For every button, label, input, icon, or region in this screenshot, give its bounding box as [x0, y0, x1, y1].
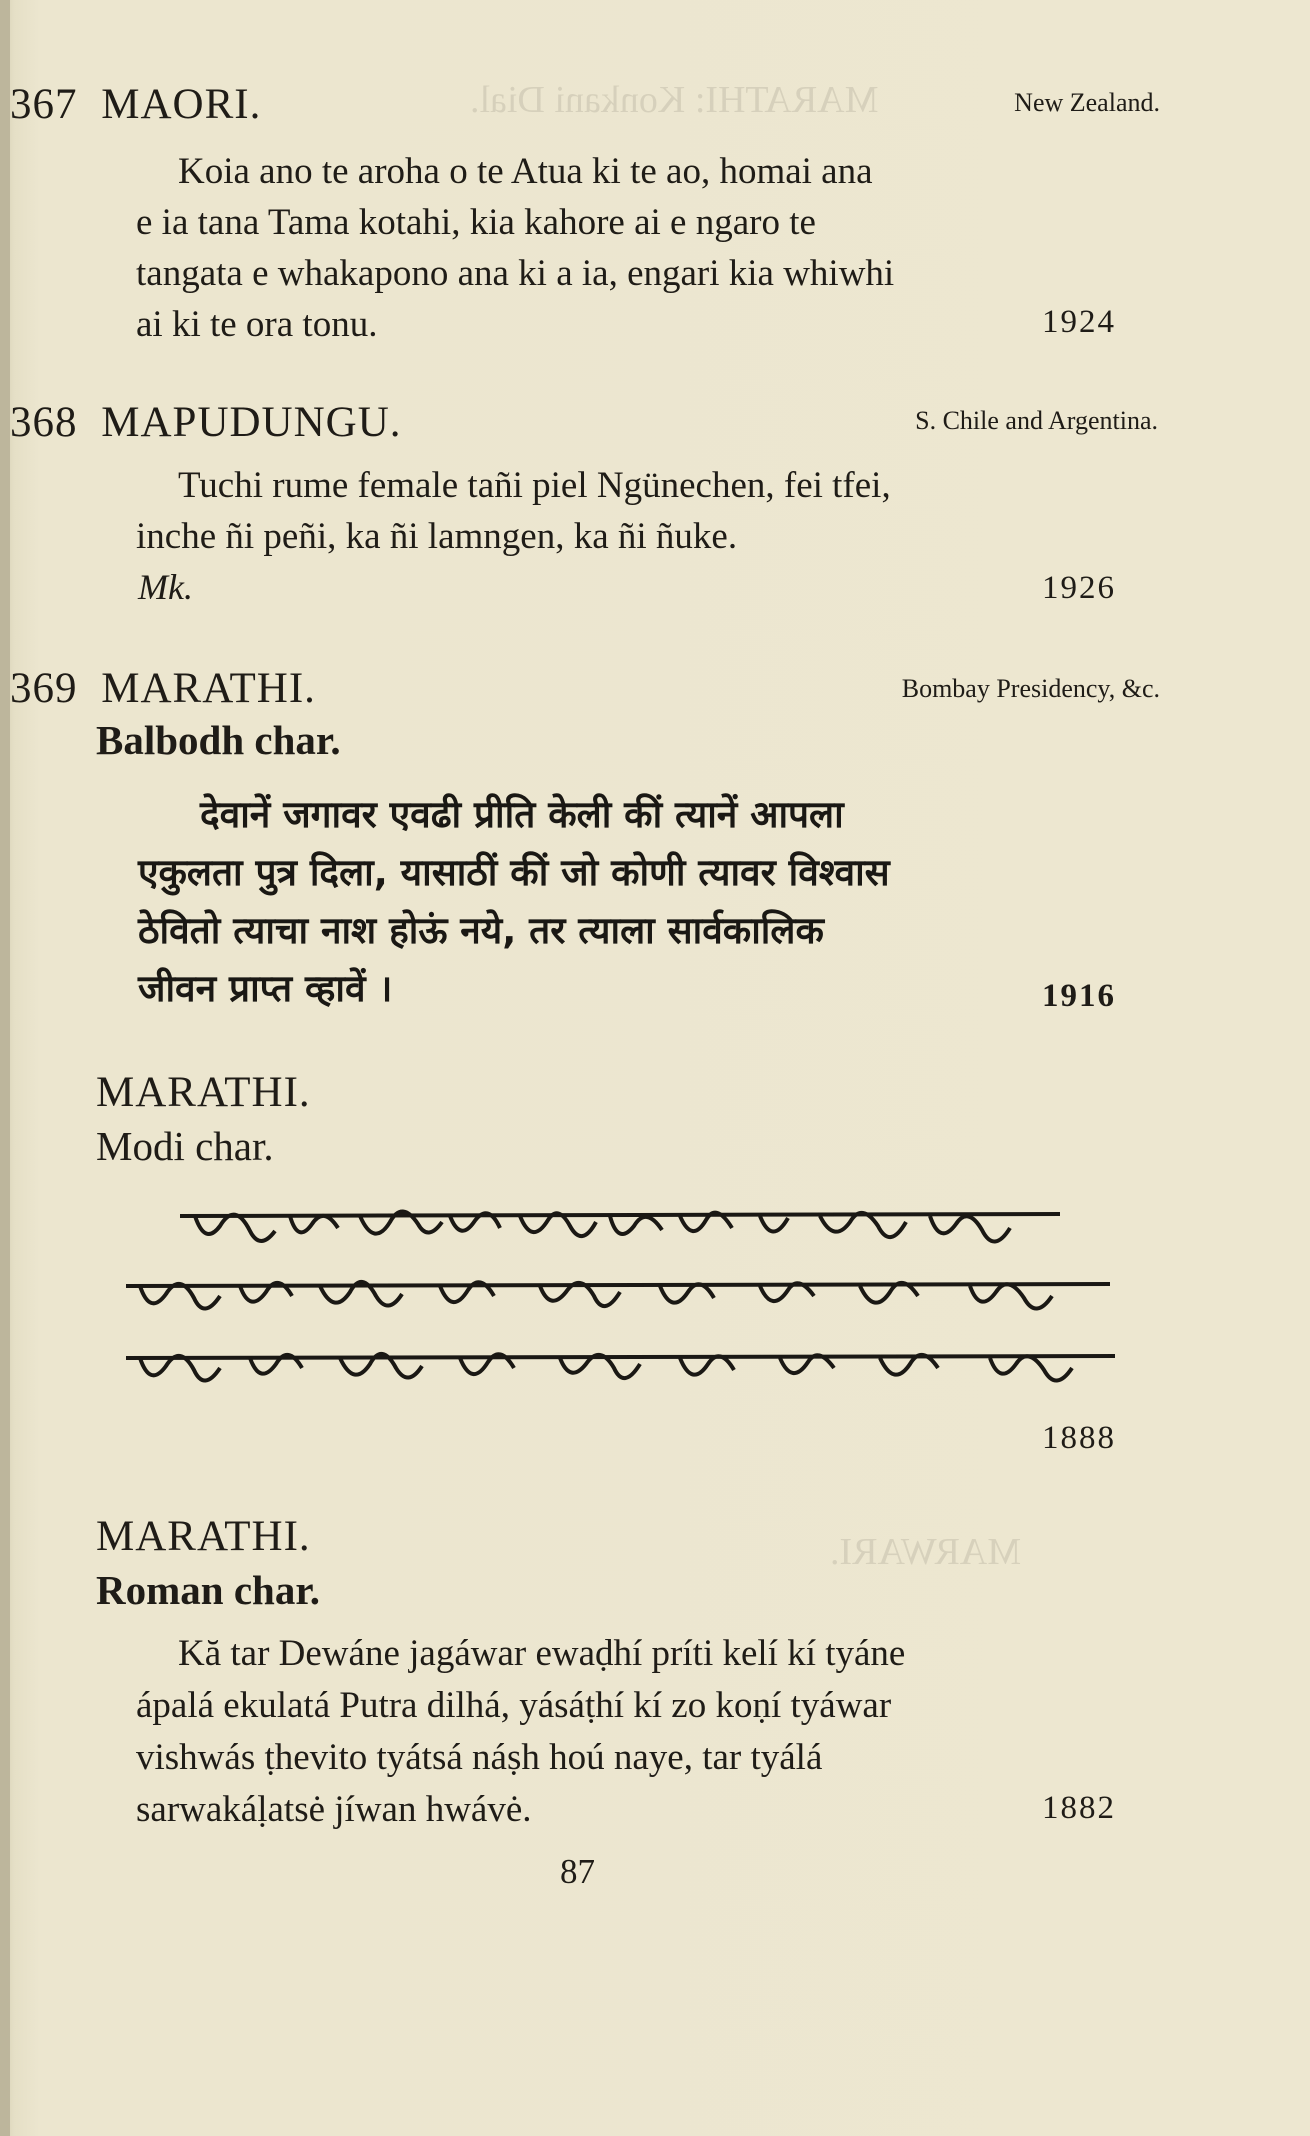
- verse-line: vishwás ṭhevito tyátsá náṣh hoú naye, tar tyálá: [136, 1737, 823, 1778]
- verse-line: inche ñi peñi, ka ñi lamngen, ka ñi ñuke.: [136, 516, 738, 557]
- script-name: Balbodh char.: [96, 717, 341, 763]
- script-name: Roman char.: [96, 1567, 320, 1613]
- mapudungu-verse: [136, 460, 1116, 562]
- modi-script-line: [120, 1198, 1120, 1258]
- entry-number: 367: [10, 81, 78, 128]
- roman-verse: [136, 1628, 1116, 1836]
- language-name: MARATHI.: [96, 1069, 311, 1116]
- verse-line: ápalá ekulatá Putra dilhá, yásáṭhí kí zo koṇí tyáwar: [136, 1685, 892, 1726]
- year-label: 1888: [1042, 1420, 1116, 1456]
- entry-number: 369: [10, 665, 78, 712]
- page-number: 87: [560, 1852, 595, 1891]
- region-label: New Zealand.: [1014, 88, 1160, 117]
- page-gutter: [0, 0, 10, 2136]
- verse-line: tangata e whakapono ana ki a ia, engari kia whiwhi: [136, 253, 895, 294]
- verse-line: ठेवितो त्याचा नाश होऊं नये, तर त्याला सार्वकालिक: [138, 909, 824, 952]
- verse-line: sarwakáḷatsė jíwan hwávė.: [136, 1789, 532, 1830]
- verse-line: Kă tar Dewáne jagáwar ewaḍhí príti kelí kí tyáne: [178, 1633, 906, 1674]
- maori-verse: [136, 146, 1116, 350]
- region-label: Bombay Presidency, &c.: [901, 674, 1160, 703]
- year-label: 1916: [1042, 978, 1116, 1014]
- year-label: 1924: [1042, 304, 1116, 340]
- modi-script-line: [120, 1340, 1120, 1400]
- entry-368-heading: [10, 398, 402, 447]
- verse-line: जीवन प्राप्त व्हावें ।: [138, 967, 393, 1010]
- language-name: MARATHI.: [96, 1513, 311, 1560]
- language-name: MAPUDUNGU.: [101, 399, 402, 446]
- script-name: Modi char.: [96, 1123, 274, 1169]
- year-label: 1926: [1042, 570, 1116, 606]
- bleed-through-text: MARATHI: Konkani Dial.: [470, 79, 879, 121]
- verse-line: एकुलता पुत्र दिला, यासाठीं कीं जो कोणी त्यावर विश्वास: [138, 851, 890, 894]
- region-label: S. Chile and Argentina.: [915, 406, 1158, 435]
- language-name: MAORI.: [101, 81, 262, 128]
- entry-369-heading: [10, 664, 316, 713]
- balbodh-verse: [138, 786, 1116, 1018]
- verse-line: Tuchi rume female tañi piel Ngünechen, fei tfei,: [178, 465, 891, 506]
- verse-line: देवानें जगावर एवढी प्रीति केली कीं त्यानें आपला: [200, 793, 844, 836]
- year-label: 1882: [1042, 1790, 1116, 1826]
- translator-attribution: Mk.: [138, 567, 193, 607]
- verse-line: Koia ano te aroha o te Atua ki te ao, homai ana: [178, 151, 873, 192]
- language-name: MARATHI.: [101, 665, 316, 712]
- modi-script-line: [120, 1268, 1120, 1328]
- bleed-through-text: MARWARI.: [830, 1531, 1022, 1573]
- verse-line: ai ki te ora tonu.: [136, 304, 378, 345]
- verse-line: e ia tana Tama kotahi, kia kahore ai e ngaro te: [136, 202, 816, 243]
- entry-367-heading: [10, 80, 261, 129]
- entry-number: 368: [10, 399, 78, 446]
